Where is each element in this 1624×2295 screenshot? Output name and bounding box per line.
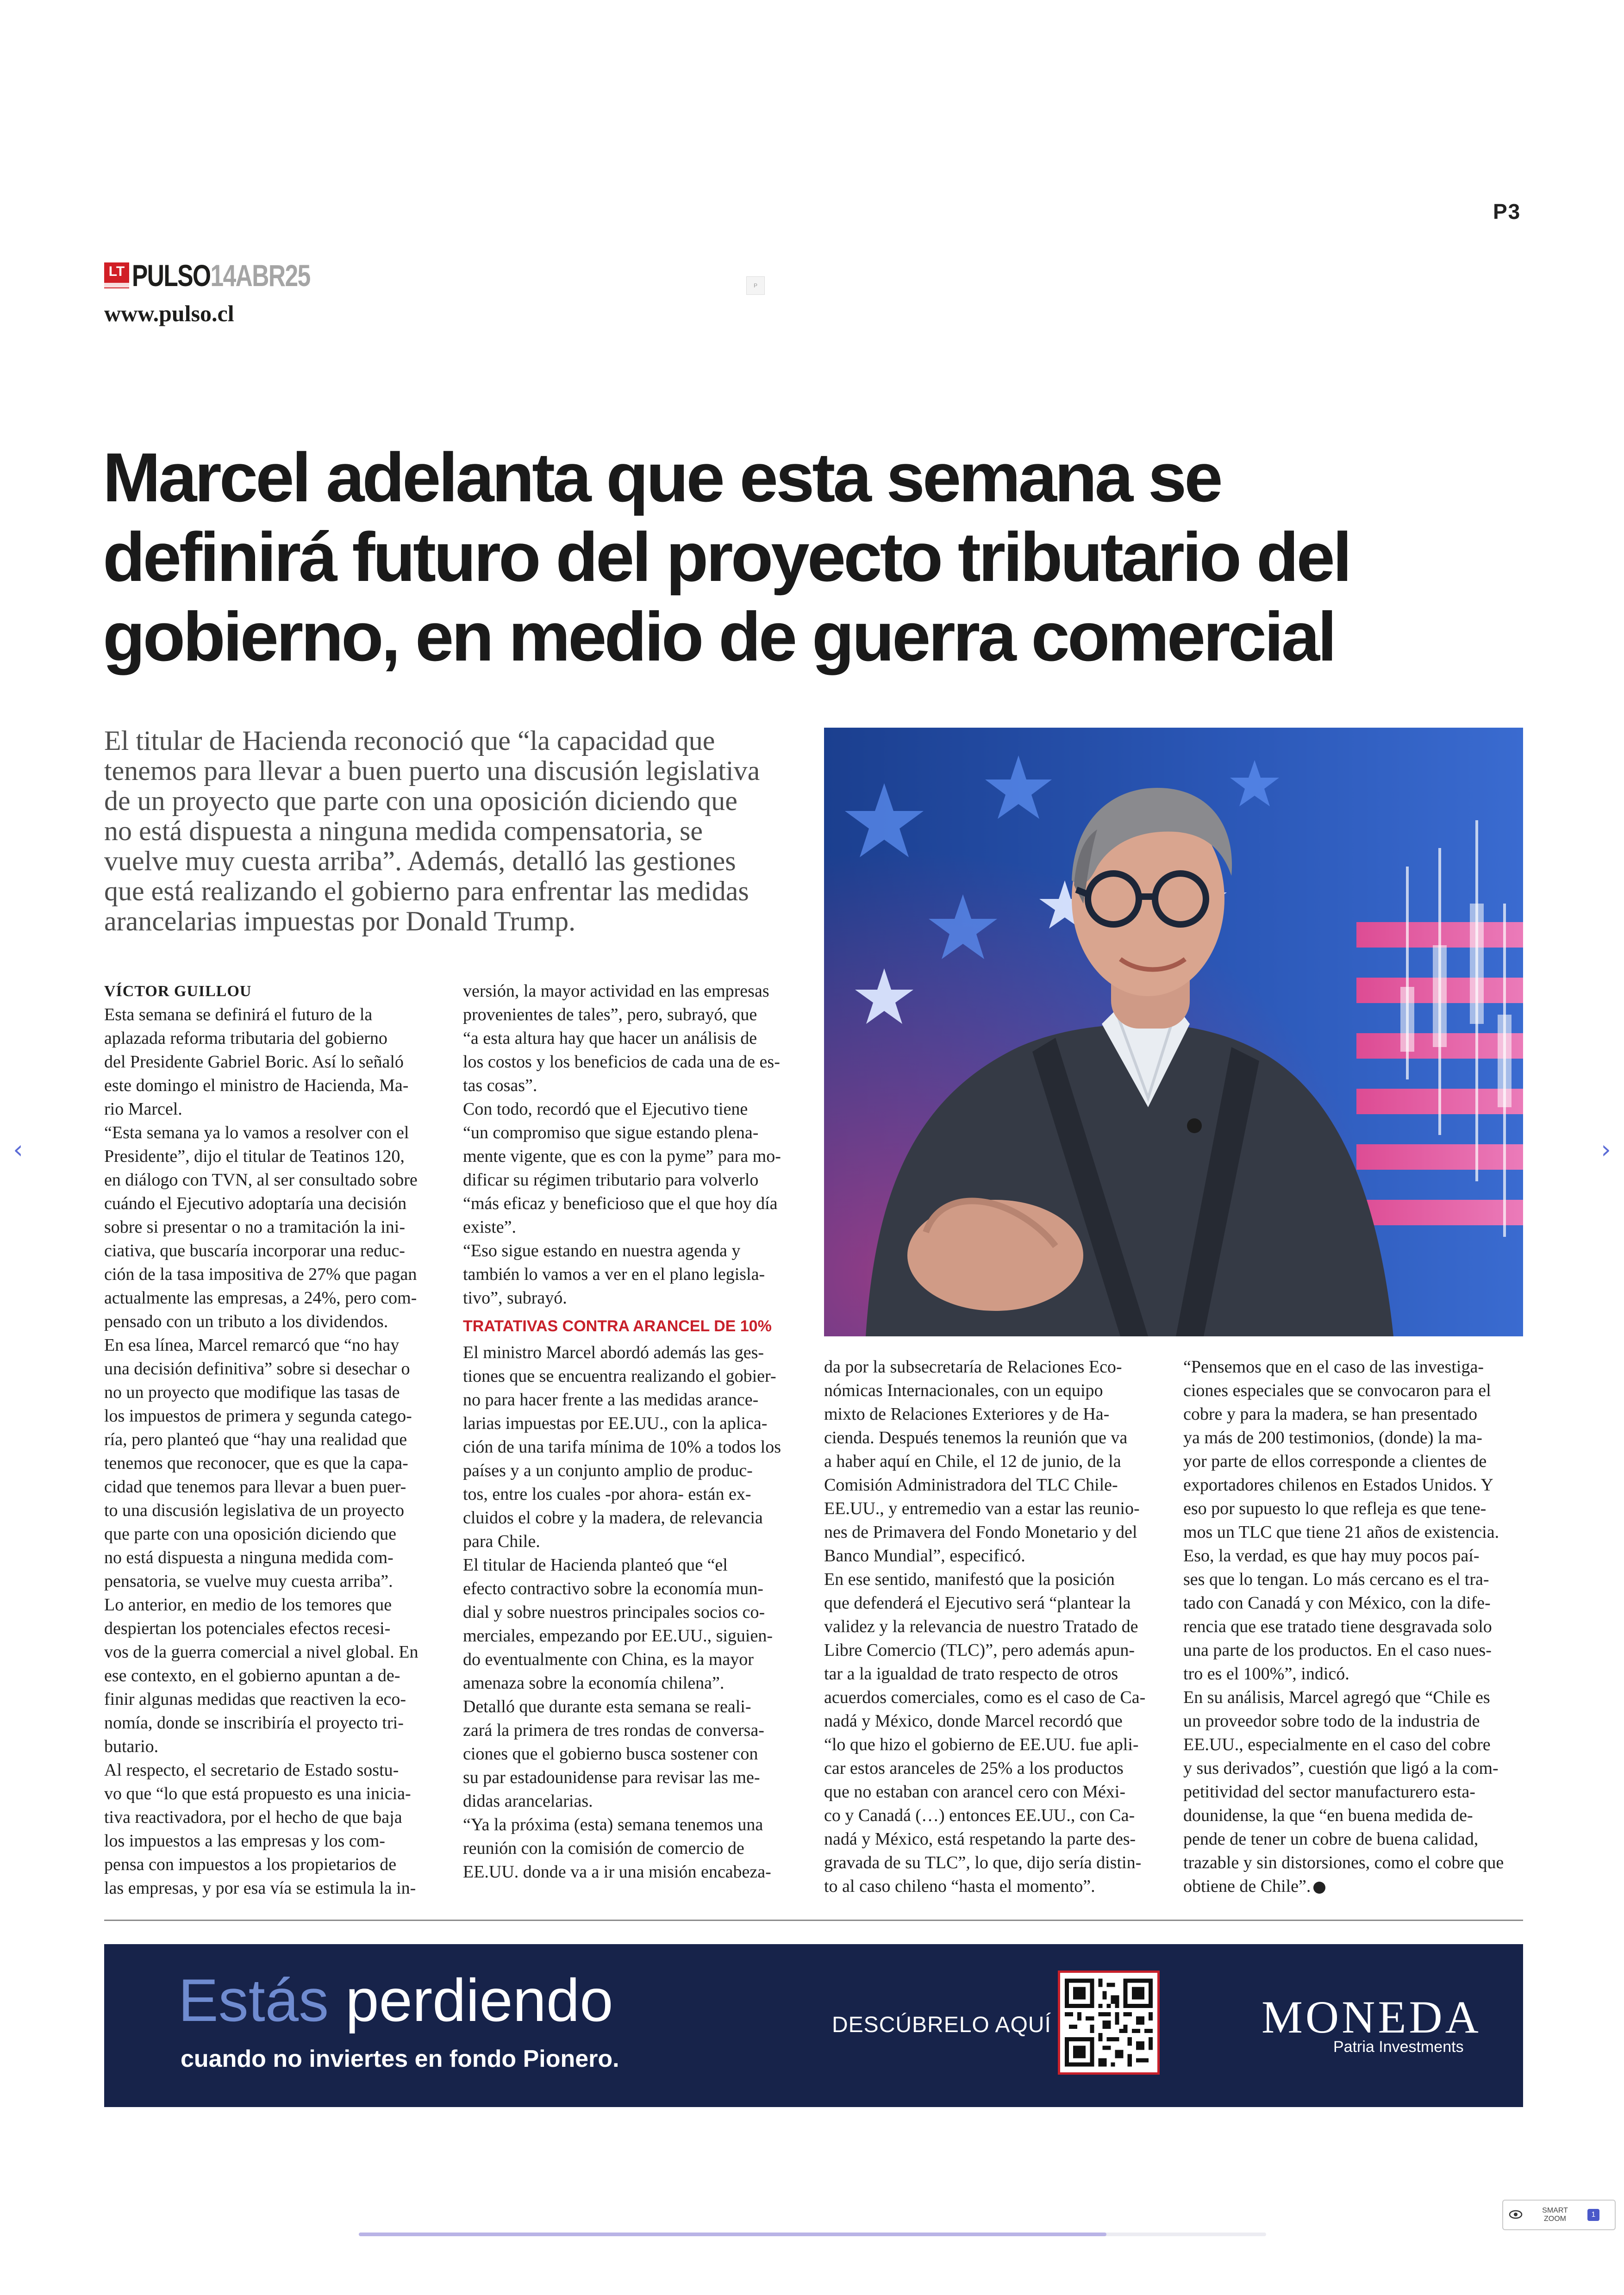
- body-line: dificar su régimen tributario para volverlo: [463, 1170, 759, 1190]
- body-line: nes de Primavera del Fondo Monetario y del: [824, 1522, 1137, 1542]
- body-line: reunión con la comisión de comercio de: [463, 1839, 744, 1858]
- body-line-final-text: obtiene de Chile”.: [1183, 1877, 1311, 1896]
- body-line: ción de la tasa impositiva de 27% que pagan: [104, 1265, 417, 1284]
- dek-line: arancelarias impuestas por Donald Trump.: [104, 906, 576, 936]
- body-line: no para hacer frente a las medidas arance-: [463, 1390, 759, 1409]
- body-line: EE.UU., y entremedio van a estar las reunio-: [824, 1499, 1140, 1518]
- smart-zoom-button[interactable]: [1502, 2200, 1616, 2230]
- body-line: cienda. Después tenemos la reunión que va: [824, 1428, 1128, 1447]
- body-line: Comisión Administradora del TLC Chile-: [824, 1475, 1118, 1495]
- body-line: Detalló que durante esta semana se reali-: [463, 1697, 751, 1716]
- article-headline: [103, 437, 1538, 676]
- publication-brand: [132, 258, 310, 293]
- body-line: didas arancelarias.: [463, 1791, 593, 1811]
- body-line: Con todo, recordó que el Ejecutivo tiene: [463, 1099, 748, 1119]
- body-line: no un proyecto que modifique las tasas de: [104, 1383, 400, 1402]
- section-subhead: TRATATIVAS CONTRA ARANCEL DE 10%: [463, 1317, 772, 1335]
- body-line: El titular de Hacienda planteó que “el: [463, 1555, 728, 1575]
- body-line: merciales, empezando por EE.UU., siguien-: [463, 1626, 773, 1646]
- body-line: tos, entre los cuales -por ahora- están ex-: [463, 1484, 751, 1504]
- article-dek: [104, 726, 826, 936]
- next-page-chevron-icon[interactable]: ›: [1601, 1135, 1611, 1164]
- body-line: ción de una tarifa mínima de 10% a todos los: [463, 1437, 781, 1457]
- article-column-4: [1183, 1355, 1524, 1898]
- body-line: EE.UU. donde va a ir una misión encabeza-: [463, 1862, 771, 1882]
- body-line: ses que lo tengan. Lo más cercano es el tra-: [1183, 1570, 1489, 1589]
- dek-line: que está realizando el gobierno para enfrentar las medidas: [104, 876, 749, 906]
- body-line: “un compromiso que sigue estando plena-: [463, 1123, 759, 1142]
- eye-icon: [1509, 2207, 1527, 2223]
- dek-line: tenemos para llevar a buen puerto una discusión legislativa: [104, 755, 760, 786]
- page-marker: P: [746, 276, 765, 295]
- body-line: amenaza sobre la economía chilena”.: [463, 1673, 725, 1693]
- body-line: despiertan los potenciales efectos recesi-: [104, 1619, 391, 1638]
- body-line: ese contexto, en el gobierno apuntan a de-: [104, 1666, 400, 1685]
- body-line: Lo anterior, en medio de los temores que: [104, 1595, 392, 1615]
- body-line-final: [1183, 1875, 1524, 1898]
- body-line: nomía, donde se inscribiría el proyecto tri-: [104, 1713, 404, 1733]
- body-line: cobre y para la madera, se han presentado: [1183, 1404, 1478, 1424]
- edition-date: 14ABR25: [210, 258, 310, 293]
- body-line: a haber aquí en Chile, el 12 de junio, de la: [824, 1452, 1121, 1471]
- body-line: que no estaban con arancel cero con Méxi-: [824, 1782, 1125, 1802]
- body-line: rio Marcel.: [104, 1099, 182, 1119]
- body-line: ciativa, que buscaría incorporar una reduc-: [104, 1241, 405, 1260]
- body-line: zará la primera de tres rondas de conversa-: [463, 1721, 764, 1740]
- body-line: trazable y sin distorsiones, como el cobre que: [1183, 1853, 1504, 1872]
- smart-zoom-label-line2: ZOOM: [1544, 2215, 1566, 2223]
- body-line: tas cosas”.: [463, 1076, 537, 1095]
- body-line: ciones que el gobierno busca sostener con: [463, 1744, 758, 1764]
- body-line: mixto de Relaciones Exteriores y de Ha-: [824, 1404, 1110, 1424]
- body-line: cuándo el Ejecutivo adoptaría una decisión: [104, 1194, 407, 1213]
- body-line: del Presidente Gabriel Boric. Así lo señaló: [104, 1052, 404, 1072]
- body-line: validez y la relevancia de nuestro Tratado de: [824, 1617, 1138, 1636]
- body-line: tar a la igualdad de trato respecto de otros: [824, 1664, 1118, 1684]
- qr-code-icon[interactable]: [1058, 1971, 1160, 2075]
- ad-headline-rest: perdiendo: [329, 1966, 613, 2034]
- body-line: que defenderá el Ejecutivo será “plantear la: [824, 1593, 1131, 1613]
- body-line: y sus derivados”, cuestión que ligó a la com-: [1183, 1759, 1499, 1778]
- smart-zoom-badge: 1: [1587, 2209, 1599, 2221]
- body-line: gravada de su TLC”, lo que, dijo sería distin-: [824, 1853, 1142, 1872]
- site-url[interactable]: www.pulso.cl: [104, 300, 234, 326]
- article-column-2: [463, 979, 803, 1884]
- body-line: Libre Comercio (TLC)”, pero además apun-: [824, 1640, 1135, 1660]
- body-line: nómicas Internacionales, con un equipo: [824, 1381, 1103, 1400]
- headline-line: definirá futuro del proyecto tributario del: [103, 518, 1350, 596]
- body-line: ciones especiales que se convocaron para el: [1183, 1381, 1491, 1400]
- body-line: los impuestos a las empresas y los com-: [104, 1831, 385, 1851]
- page-number: P3: [1493, 200, 1521, 224]
- end-of-article-icon: [1313, 1882, 1325, 1894]
- body-line: pensatoria, se vuelve muy cuesta arriba”.: [104, 1572, 393, 1591]
- body-line: un proveedor sobre todo de la industria de: [1183, 1711, 1480, 1731]
- body-line: cidad que tenemos para llevar a buen puer-: [104, 1477, 406, 1497]
- body-line: vo que “lo que está propuesto es una inicia-: [104, 1784, 411, 1803]
- body-line: petitividad del sector manufacturero esta-: [1183, 1782, 1475, 1802]
- page-scrollbar-thumb[interactable]: [359, 2233, 1106, 2236]
- body-line: butario.: [104, 1737, 159, 1756]
- qr-code-graphic: [1065, 1977, 1153, 2068]
- body-line: Esta semana se definirá el futuro de la: [104, 1005, 373, 1024]
- ad-headline-accent: Estás: [178, 1966, 329, 2034]
- body-line: existe”.: [463, 1217, 517, 1237]
- eye-icon-graphic: [1509, 2210, 1523, 2219]
- body-line: los impuestos de primera y segunda catego-: [104, 1406, 412, 1426]
- body-line: “Pensemos que en el caso de las investiga-: [1183, 1357, 1484, 1377]
- body-line: acuerdos comerciales, como es el caso de Ca-: [824, 1688, 1146, 1707]
- body-line: En esa línea, Marcel remarcó que “no hay: [104, 1335, 400, 1355]
- body-line: co y Canadá (…) entonces EE.UU., con Ca-: [824, 1806, 1135, 1825]
- ad-brand-logo: MONEDA: [1262, 1991, 1481, 2043]
- body-line: pensado con un tributo a los dividendos.: [104, 1312, 388, 1331]
- body-line: aplazada reforma tributaria del gobierno: [104, 1029, 387, 1048]
- body-line: “Eso sigue estando en nuestra agenda y: [463, 1241, 741, 1260]
- body-line: Eso, la verdad, es que hay muy pocos paí-: [1183, 1546, 1480, 1565]
- body-line: En su análisis, Marcel agregó que “Chile es: [1183, 1688, 1490, 1707]
- body-line: “más eficaz y beneficioso que el que hoy día: [463, 1194, 778, 1213]
- body-line: que parte con una oposición diciendo que: [104, 1524, 397, 1544]
- dek-line: no está dispuesta a ninguna medida compensatoria, se: [104, 816, 703, 846]
- body-line: “a esta altura hay que hacer un análisis de: [463, 1029, 757, 1048]
- body-line: efecto contractivo sobre la economía mun-: [463, 1579, 763, 1598]
- body-line: dial y sobre nuestros principales socios co-: [463, 1603, 765, 1622]
- body-line: cluidos el cobre y la madera, de relevancia: [463, 1508, 763, 1528]
- body-line: “Esta semana ya lo vamos a resolver con el: [104, 1123, 409, 1142]
- smart-zoom-label: [1527, 2207, 1583, 2223]
- body-line: nadá y México, donde Marcel recordó que: [824, 1711, 1123, 1731]
- body-line: no está dispuesta a ninguna medida com-: [104, 1548, 394, 1567]
- article-column-1: [104, 979, 442, 1900]
- body-line: “Ya la próxima (esta) semana tenemos una: [463, 1815, 763, 1834]
- body-line: tro es el 100%”, indicó.: [1183, 1664, 1349, 1684]
- body-line: EE.UU., especialmente en el caso del cobre: [1183, 1735, 1491, 1754]
- article-photo: [824, 728, 1523, 1336]
- body-line: Banco Mundial”, especificó.: [824, 1546, 1025, 1565]
- body-line: ya más de 200 testimonios, (donde) la ma-: [1183, 1428, 1482, 1447]
- body-line: “lo que hizo el gobierno de EE.UU. fue apli-: [824, 1735, 1139, 1754]
- body-line: tiones que se encuentra realizando el gobier-: [463, 1366, 776, 1386]
- body-line: tiva reactivadora, por el hecho de que baja: [104, 1808, 402, 1827]
- body-line: mos un TLC que tiene 21 años de existencia.: [1183, 1522, 1499, 1542]
- body-line: Al respecto, el secretario de Estado sostu-: [104, 1760, 399, 1780]
- body-line: versión, la mayor actividad en las empresas: [463, 981, 769, 1001]
- masthead: [104, 259, 360, 292]
- body-line: su par estadounidense para revisar las me-: [463, 1768, 760, 1787]
- body-line: yor parte de ellos corresponde a clientes de: [1183, 1452, 1487, 1471]
- body-line: El ministro Marcel abordó además las ges-: [463, 1343, 764, 1362]
- body-line: do eventualmente con China, es la mayor: [463, 1650, 754, 1669]
- body-line: da por la subsecretaría de Relaciones Eco-: [824, 1357, 1122, 1377]
- body-line: también lo vamos a ver en el plano legisla-: [463, 1265, 765, 1284]
- body-line: una parte de los productos. En el caso nues-: [1183, 1640, 1492, 1660]
- body-line: las empresas, y por esa vía se estimula la in-: [104, 1878, 416, 1898]
- previous-page-chevron-icon[interactable]: ‹: [13, 1135, 23, 1164]
- ad-subtitle: cuando no inviertes en fondo Pionero.: [181, 2046, 619, 2072]
- ad-brand-subtitle: Patria Investments: [1333, 2038, 1464, 2056]
- body-line: car estos aranceles de 25% a los productos: [824, 1759, 1124, 1778]
- body-line: En ese sentido, manifestó que la posición: [824, 1570, 1115, 1589]
- body-line: eso por supuesto lo que refleja es que tene-: [1183, 1499, 1487, 1518]
- body-line: actualmente las empresas, a 24%, pero com-: [104, 1288, 417, 1308]
- body-line: países y a un conjunto amplio de produc-: [463, 1461, 753, 1480]
- body-line: exportadores chilenos en Estados Unidos. Y: [1183, 1475, 1493, 1495]
- body-line: finir algunas medidas que reactiven la eco-: [104, 1690, 406, 1709]
- body-line: rencia que ese tratado tiene desgravada solo: [1183, 1617, 1492, 1636]
- body-line: pensa con impuestos a los propietarios de: [104, 1855, 397, 1874]
- body-line: larias impuestas por EE.UU., con la aplica-: [463, 1414, 768, 1433]
- lt-logo: LT: [104, 262, 129, 288]
- body-line: una decisión definitiva” sobre si desechar o: [104, 1359, 410, 1378]
- minister-portrait-illustration: [824, 728, 1523, 1336]
- body-line: Presidente”, dijo el titular de Teatinos 120,: [104, 1147, 405, 1166]
- body-line: los costos y los beneficios de cada una de es-: [463, 1052, 780, 1072]
- dek-line: El titular de Hacienda reconoció que “la capacidad que: [104, 725, 715, 756]
- body-line: mente vigente, que es con la pyme” para mo-: [463, 1147, 781, 1166]
- smart-zoom-label-line1: SMART: [1542, 2207, 1568, 2214]
- body-line: vos de la guerra comercial a nivel global. En: [104, 1642, 418, 1662]
- body-line: sobre si presentar o no a tramitación la ini-: [104, 1217, 406, 1237]
- body-line: ría, pero planteó que “hay una realidad que: [104, 1430, 407, 1449]
- body-line: este domingo el ministro de Hacienda, Ma-: [104, 1076, 409, 1095]
- ad-headline: [178, 1965, 613, 2035]
- dek-line: de un proyecto que parte con una oposición diciendo que: [104, 786, 737, 816]
- ad-cta-link[interactable]: DESCÚBRELO AQUÍ: [832, 2013, 1051, 2037]
- article-column-3: [824, 1355, 1164, 1898]
- byline: VÍCTOR GUILLOU: [104, 983, 252, 1000]
- body-line: para Chile.: [463, 1532, 540, 1551]
- body-line: dounidense, la que “en buena medida de-: [1183, 1806, 1473, 1825]
- body-line: nadá y México, está respetando la parte des-: [824, 1829, 1136, 1849]
- body-line: tivo”, subrayó.: [463, 1288, 567, 1308]
- body-line: pende de tener un cobre de buena calidad,: [1183, 1829, 1479, 1849]
- body-line: en diálogo con TVN, al ser consultado sobre: [104, 1170, 418, 1190]
- headline-line: Marcel adelanta que esta semana se: [103, 438, 1221, 516]
- body-line: provenientes de tales”, pero, subrayó, que: [463, 1005, 757, 1024]
- body-line: to al caso chileno “hasta el momento”.: [824, 1877, 1095, 1896]
- headline-line: gobierno, en medio de guerra comercial: [103, 598, 1335, 675]
- article-divider: [104, 1920, 1523, 1921]
- dek-line: vuelve muy cuesta arriba”. Además, detalló las gestiones: [104, 846, 736, 876]
- brand-name: PULSO: [132, 258, 211, 293]
- body-line: to una discusión legislativa de un proyecto: [104, 1501, 404, 1520]
- body-line: tado con Canadá y con México, con la dife-: [1183, 1593, 1491, 1613]
- body-line: tenemos que reconocer, que es que la capa-: [104, 1453, 408, 1473]
